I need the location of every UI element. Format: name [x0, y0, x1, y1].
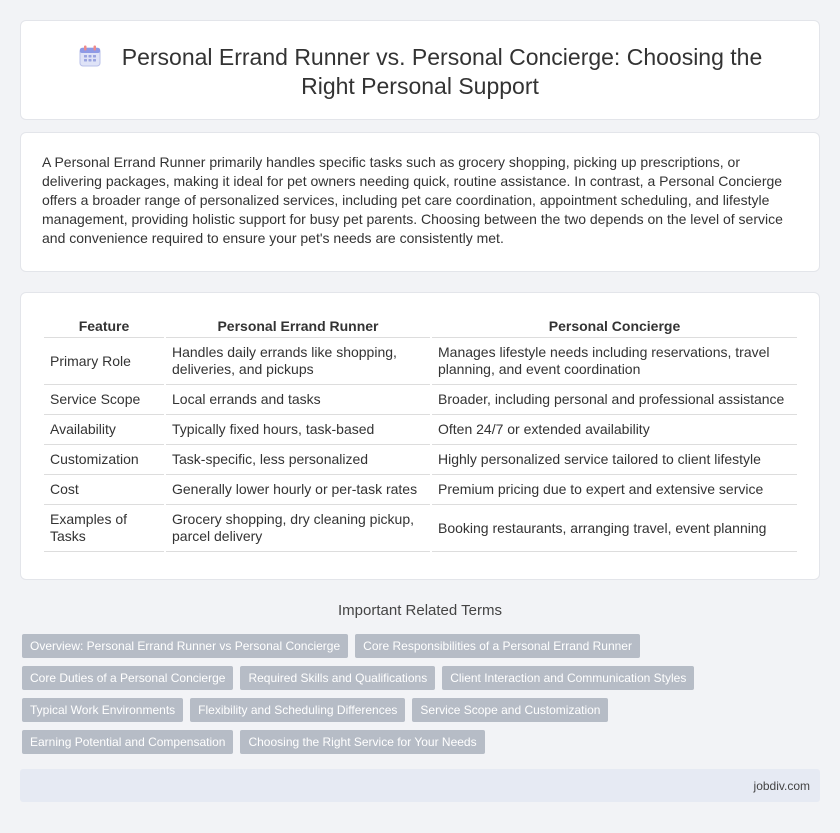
- header-concierge: Personal Concierge: [432, 315, 797, 338]
- table-row: [44, 445, 797, 475]
- tag-row: [22, 698, 822, 730]
- table-cell: Premium pricing due to expert and extensive service: [432, 475, 797, 505]
- related-terms-title: Important Related Terms: [338, 602, 502, 619]
- header-errand-runner: Personal Errand Runner: [166, 315, 430, 338]
- table-cell: Task-specific, less personalized: [166, 445, 430, 475]
- comparison-table: [42, 315, 799, 552]
- footer-site-link[interactable]: jobdiv.com: [753, 779, 810, 793]
- tag-row: [22, 634, 822, 666]
- tag-row: [22, 666, 822, 698]
- table-cell: Broader, including personal and professional assistance: [432, 385, 797, 415]
- table-cell: Grocery shopping, dry cleaning pickup, parcel delivery: [166, 505, 430, 552]
- table-cell: Customization: [44, 445, 164, 475]
- comparison-card: [20, 292, 820, 580]
- page-title: [21, 43, 819, 101]
- table-row: [44, 338, 797, 385]
- title-line-1: Personal Errand Runner vs. Personal Concierge: Choosing the: [121, 44, 763, 70]
- related-term-tag[interactable]: Required Skills and Qualifications: [240, 666, 435, 690]
- table-row: [44, 385, 797, 415]
- related-term-tag[interactable]: Typical Work Environments: [22, 698, 183, 722]
- table-cell: Typically fixed hours, task-based: [166, 415, 430, 445]
- summary-card: [20, 132, 820, 272]
- table-row: [44, 415, 797, 445]
- table-cell: Handles daily errands like shopping, deliveries, and pickups: [166, 338, 430, 385]
- table-cell: Primary Role: [44, 338, 164, 385]
- related-term-tag[interactable]: Core Responsibilities of a Personal Errand Runner: [355, 634, 640, 658]
- title-line-2: Right Personal Support: [301, 73, 539, 99]
- related-term-tag[interactable]: Client Interaction and Communication Styles: [442, 666, 694, 690]
- header-feature: Feature: [44, 315, 164, 338]
- related-term-tag[interactable]: Core Duties of a Personal Concierge: [22, 666, 233, 690]
- title-card: [20, 20, 820, 120]
- table-cell: Cost: [44, 475, 164, 505]
- table-cell: Availability: [44, 415, 164, 445]
- related-term-tag[interactable]: Earning Potential and Compensation: [22, 730, 233, 754]
- table-row: [44, 475, 797, 505]
- tag-row: [22, 730, 822, 762]
- footer: [20, 769, 820, 802]
- table-row: [44, 505, 797, 552]
- related-terms-list: [22, 634, 822, 762]
- related-term-tag[interactable]: Choosing the Right Service for Your Needs: [240, 730, 484, 754]
- table-cell: Highly personalized service tailored to client lifestyle: [432, 445, 797, 475]
- table-cell: Manages lifestyle needs including reservations, travel planning, and event coordination: [432, 338, 797, 385]
- related-term-tag[interactable]: Flexibility and Scheduling Differences: [190, 698, 405, 722]
- calendar-icon: [78, 44, 102, 68]
- table-cell: Local errands and tasks: [166, 385, 430, 415]
- table-cell: Examples of Tasks: [44, 505, 164, 552]
- summary-text: A Personal Errand Runner primarily handles specific tasks such as grocery shopping, picking up prescriptions, or delivering packages, making it ideal for pet owners needing quick, routine assistance. In contrast, a Personal Concierge offers a broader range of personalized services, including pet care coordination, appointment scheduling, and lifestyle management, providing holistic support for busy pet parents. Choosing between the two depends on the level of service and convenience required to ensure your pet's needs are consistently met.: [42, 154, 783, 246]
- related-term-tag[interactable]: Service Scope and Customization: [412, 698, 608, 722]
- table-cell: Booking restaurants, arranging travel, event planning: [432, 505, 797, 552]
- table-cell: Service Scope: [44, 385, 164, 415]
- table-cell: Generally lower hourly or per-task rates: [166, 475, 430, 505]
- table-cell: Often 24/7 or extended availability: [432, 415, 797, 445]
- table-header-row: [44, 315, 797, 338]
- related-term-tag[interactable]: Overview: Personal Errand Runner vs Personal Concierge: [22, 634, 348, 658]
